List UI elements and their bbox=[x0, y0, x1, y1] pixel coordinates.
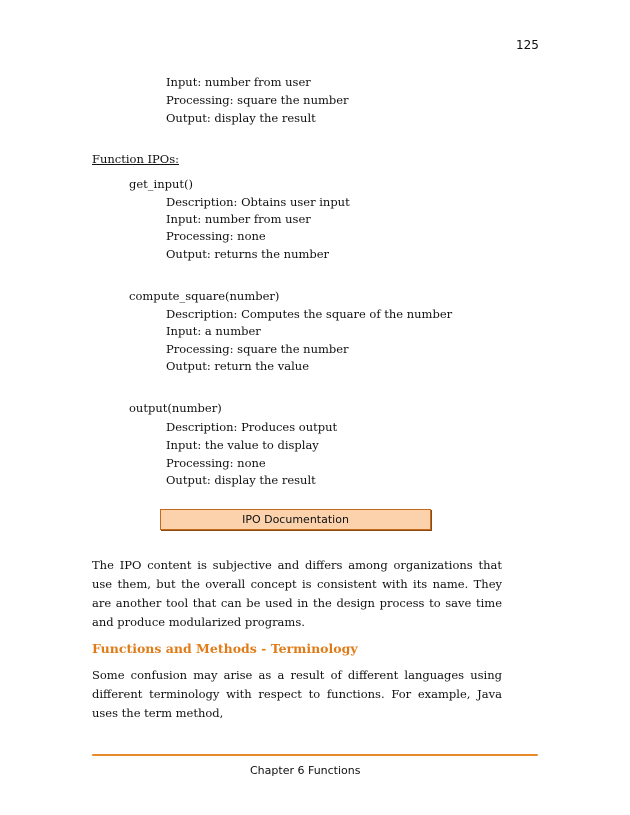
body-paragraph: Some confusion may arise as a result of different languages using different terminology with respect to functions. For example, Java uses the term method, bbox=[92, 668, 502, 720]
function-ipos-heading: Function IPOs: bbox=[92, 152, 180, 166]
function-description: Description: Produces output bbox=[166, 420, 338, 434]
footer-divider bbox=[92, 754, 538, 756]
figure-caption: IPO Documentation bbox=[160, 509, 431, 530]
body-paragraph: The IPO content is subjective and differs among organizations that use them, but the overall concept is consistent with its name. They are another tool that can be used in the design process to save time and produce modularized programs. bbox=[92, 558, 502, 629]
function-processing: Processing: none bbox=[166, 229, 266, 243]
function-output: Output: display the result bbox=[166, 473, 316, 487]
footer-chapter-title: Chapter 6 Functions bbox=[250, 764, 361, 777]
function-input: Input: the value to display bbox=[166, 438, 319, 452]
function-output: Output: return the value bbox=[166, 359, 309, 373]
main-ipo-processing: Processing: square the number bbox=[166, 93, 349, 107]
page-number: 125 bbox=[516, 38, 539, 52]
function-input: Input: a number bbox=[166, 324, 261, 338]
function-description: Description: Computes the square of the number bbox=[166, 307, 453, 321]
function-name: compute_square(number) bbox=[129, 289, 280, 303]
function-input: Input: number from user bbox=[166, 212, 311, 226]
main-ipo-input: Input: number from user bbox=[166, 75, 311, 89]
function-output: Output: returns the number bbox=[166, 247, 330, 261]
section-heading: Functions and Methods - Terminology bbox=[92, 641, 358, 656]
function-processing: Processing: square the number bbox=[166, 342, 349, 356]
function-name: get_input() bbox=[129, 177, 193, 191]
main-ipo-output: Output: display the result bbox=[166, 111, 316, 125]
function-name: output(number) bbox=[129, 401, 222, 415]
function-processing: Processing: none bbox=[166, 456, 266, 470]
function-description: Description: Obtains user input bbox=[166, 195, 350, 209]
